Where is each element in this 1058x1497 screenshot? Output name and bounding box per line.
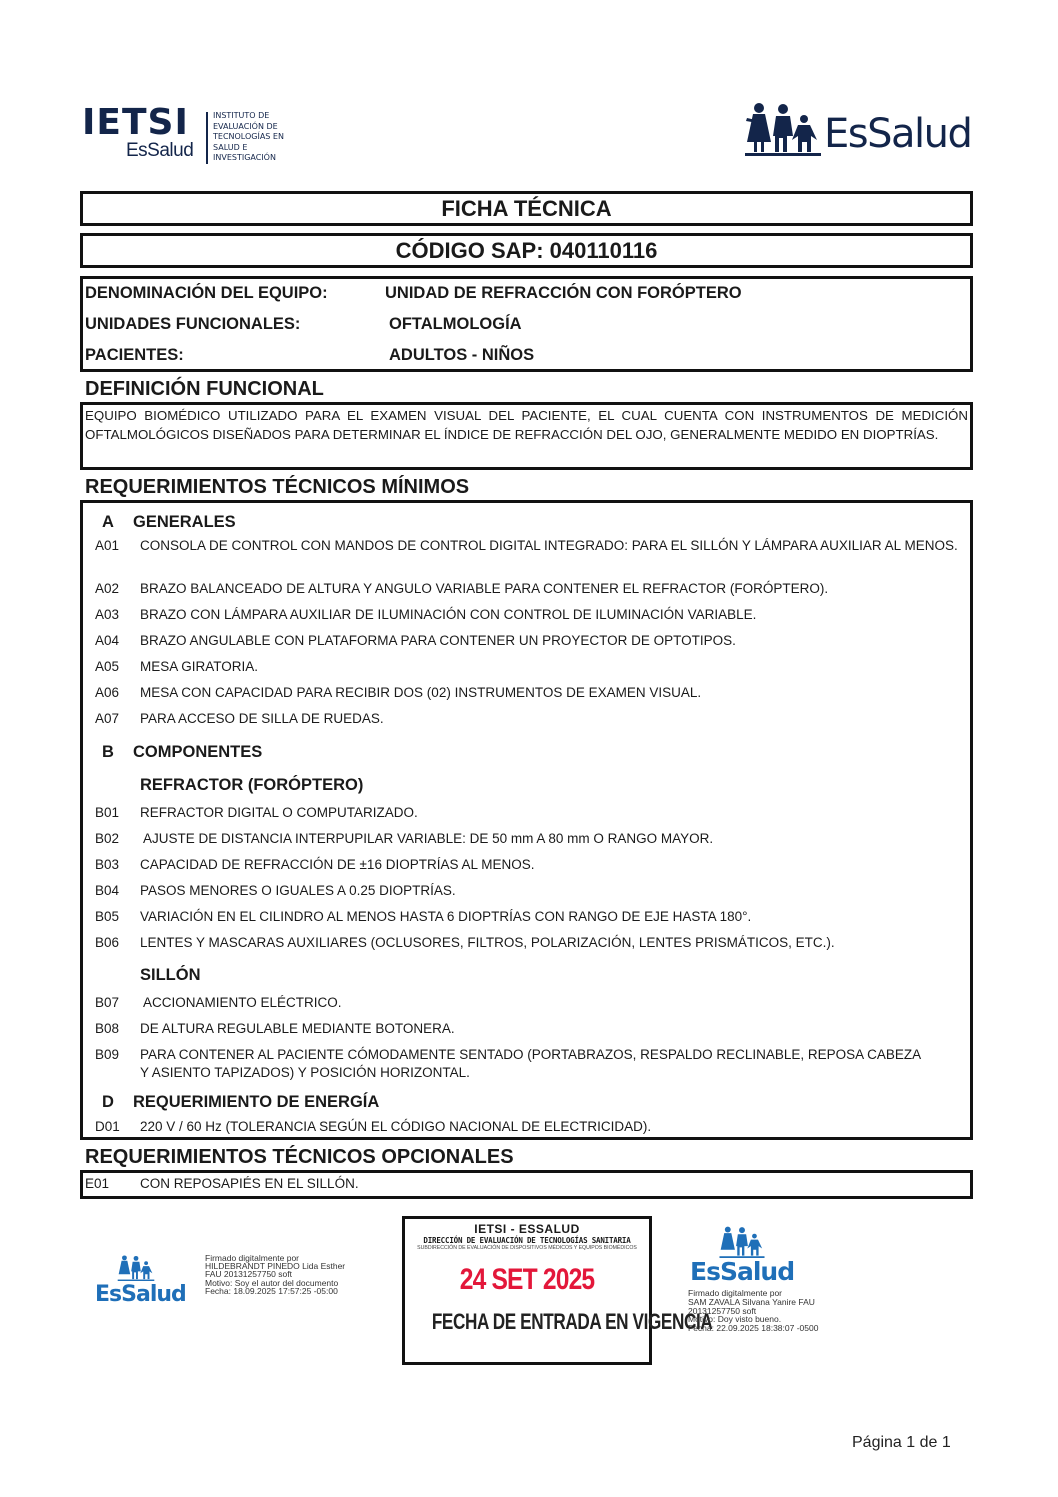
item-code: A07	[95, 711, 120, 726]
item-code: B02	[95, 831, 120, 846]
item-text: CON REPOSAPIÉS EN EL SILLÓN.	[140, 1176, 359, 1191]
item-text: BRAZO ANGULABLE CON PLATAFORMA PARA CONTENER UN PROYECTOR DE OPTOTIPOS.	[140, 633, 736, 648]
category-name: GENERALES	[133, 513, 236, 531]
item-text: LENTES Y MASCARAS AUXILIARES (OCLUSORES, FILTROS, POLARIZACIÓN, LENTES PRISMÁTICOS, ETC.).	[140, 935, 835, 950]
category-letter: D	[102, 1093, 114, 1111]
stamp-direction: DIRECCIÓN DE EVALUACIÓN DE TECNOLOGÍAS SANITARIA	[423, 1236, 631, 1245]
item-code: A01	[95, 538, 120, 553]
category-name: COMPONENTES	[133, 743, 263, 761]
signature-line: 20131257750 soft	[688, 1305, 757, 1316]
signature-right-text	[688, 1289, 818, 1333]
item-text: CAPACIDAD DE REFRACCIÓN DE ±16 DIOPTRÍAS AL MENOS.	[140, 857, 535, 872]
item-text: MESA CON CAPACIDAD PARA RECIBIR DOS (02) INSTRUMENTOS DE EXAMEN VISUAL.	[140, 685, 702, 700]
institute-line: INVESTIGACIÓN	[213, 153, 276, 163]
document-title: FICHA TÉCNICA	[80, 191, 973, 226]
ietsi-essalud-sub: EsSalud	[126, 140, 194, 161]
institute-line: TECNOLOGÍAS EN	[213, 132, 284, 142]
item-code: B07	[95, 995, 120, 1010]
item-code: A05	[95, 659, 120, 674]
item-text: ACCIONAMIENTO ELÉCTRICO.	[140, 995, 342, 1010]
functional-definition-text: EQUIPO BIOMÉDICO UTILIZADO PARA EL EXAMEN VISUAL DEL PACIENTE, EL CUAL CUENTA CON INSTRUMENTOS DE MEDICIÓN OFTALMOLÓGICOS DISEÑADOS PARA DETERMINAR EL ÍNDICE DE REFRACCIÓN DEL OJO, GENERALMENTE MEDIDO EN DIOPTRÍAS.	[80, 402, 973, 470]
signature-line: Fecha: 18.09.2025 17:57:25 -05:00	[205, 1285, 338, 1296]
item-text: REFRACTOR DIGITAL O COMPUTARIZADO.	[140, 805, 418, 820]
subcategory-refractor: REFRACTOR (FORÓPTERO)	[140, 776, 364, 794]
item-code: B05	[95, 909, 120, 924]
institute-line: SALUD E	[213, 142, 248, 152]
item-code: A06	[95, 685, 120, 700]
item-text: PARA ACCESO DE SILLA DE RUEDAS.	[140, 711, 384, 726]
item-code: A03	[95, 607, 120, 622]
essalud-wordmark: EsSalud	[690, 1257, 795, 1286]
item-text: VARIACIÓN EN EL CILINDRO AL MENOS HASTA 6 DIOPTRÍAS CON RANGO DE EJE HASTA 180°.	[140, 909, 752, 924]
category-letter: A	[102, 513, 114, 531]
validity-stamp	[402, 1216, 713, 1365]
item-code: B09	[95, 1047, 120, 1062]
item-text: PASOS MENORES O IGUALES A 0.25 DIOPTRÍAS.	[140, 883, 456, 898]
item-code: B08	[95, 1021, 120, 1036]
family-icon	[716, 1226, 768, 1258]
institute-line: EVALUACIÓN DE	[213, 121, 278, 131]
item-code: D01	[95, 1119, 120, 1134]
essalud-logo	[745, 100, 975, 160]
info-value: UNIDAD DE REFRACCIÓN CON FORÓPTERO	[385, 284, 742, 302]
sap-code: CÓDIGO SAP: 040110116	[80, 233, 973, 268]
item-code: B06	[95, 935, 120, 950]
subcategory-sillon: SILLÓN	[140, 966, 201, 984]
functional-definition-heading: DEFINICIÓN FUNCIONAL	[85, 378, 324, 400]
signature-line: FAU 20131257750 soft	[205, 1269, 292, 1280]
info-value: OFTALMOLOGÍA	[389, 315, 522, 333]
logo-divider	[206, 112, 208, 164]
item-code: B03	[95, 857, 120, 872]
signature-line: SAM ZAVALA Silvana Yanire FAU	[688, 1296, 815, 1307]
item-code: B04	[95, 883, 120, 898]
ietsi-logo	[82, 104, 322, 168]
signature-line: Fecha: 22.09.2025 18:38:07 -0500	[688, 1323, 819, 1334]
item-code: E01	[85, 1176, 110, 1191]
ietsi-acronym: IETSI	[82, 102, 189, 143]
category-name: REQUERIMIENTO DE ENERGÍA	[133, 1093, 380, 1111]
family-icon	[114, 1255, 158, 1281]
info-label: UNIDADES FUNCIONALES:	[85, 315, 301, 333]
info-value: ADULTOS - NIÑOS	[389, 346, 535, 364]
item-text: AJUSTE DE DISTANCIA INTERPUPILAR VARIABLE: DE 50 mm A 80 mm O RANGO MAYOR.	[140, 831, 714, 846]
signature-line: Motivo: Doy visto bueno.	[688, 1314, 782, 1325]
item-code: A02	[95, 581, 120, 596]
item-code: B01	[95, 805, 120, 820]
item-text: DE ALTURA REGULABLE MEDIANTE BOTONERA.	[140, 1021, 455, 1036]
signature-line: Motivo: Soy el autor del documento	[205, 1277, 339, 1288]
info-label: PACIENTES:	[85, 346, 184, 364]
signature-left-logo	[95, 1255, 186, 1310]
optional-requirements-box	[80, 1170, 973, 1199]
stamp-caption: FECHA DE ENTRADA EN VIGENCIA	[431, 1309, 713, 1334]
signature-right-logo	[690, 1226, 794, 1290]
item-text: BRAZO BALANCEADO DE ALTURA Y ANGULO VARIABLE PARA CONTENER EL REFRACTOR (FORÓPTERO).	[140, 581, 829, 596]
item-code: A04	[95, 633, 120, 648]
minimum-requirements-heading: REQUERIMIENTOS TÉCNICOS MÍNIMOS	[85, 476, 470, 498]
stamp-org: IETSI - ESSALUD	[474, 1222, 580, 1236]
item-text: MESA GIRATORIA.	[140, 659, 259, 674]
equipment-info	[80, 276, 973, 372]
institute-line: INSTITUTO DE	[213, 111, 270, 120]
stamp-date: 24 SET 2025	[459, 1263, 595, 1296]
info-label: DENOMINACIÓN DEL EQUIPO:	[85, 284, 328, 302]
category-letter: B	[102, 743, 114, 761]
page-number: Página 1 de 1	[852, 1434, 951, 1451]
item-text: CONSOLA DE CONTROL CON MANDOS DE CONTROL DIGITAL INTEGRADO: PARA EL SILLÓN Y LÁMPARA AUXILIAR AL MENOS.	[140, 538, 958, 553]
item-text: PARA CONTENER AL PACIENTE CÓMODAMENTE SENTADO (PORTABRAZOS, RESPALDO RECLINABLE, REPOSA CABEZA Y ASIENTO TAPIZADOS) Y POSICIÓN HORIZONTAL.	[140, 1047, 921, 1080]
signature-line: Firmado digitalmente por	[205, 1253, 300, 1263]
item-text: 220 V / 60 Hz (TOLERANCIA SEGÚN EL CÓDIGO NACIONAL DE ELECTRICIDAD).	[140, 1119, 652, 1134]
minimum-requirements-box	[80, 500, 973, 1140]
essalud-wordmark: EsSalud	[824, 111, 972, 157]
signature-left-text	[205, 1254, 345, 1295]
signature-line: HILDEBRANDT PINEDO Lida Esther	[205, 1261, 346, 1272]
essalud-wordmark: EsSalud	[95, 1282, 186, 1307]
ietsi-institute-name	[213, 111, 284, 164]
family-icon	[745, 102, 821, 156]
signature-line: Firmado digitalmente por	[688, 1288, 783, 1298]
optional-requirements-heading: REQUERIMIENTOS TÉCNICOS OPCIONALES	[85, 1146, 514, 1168]
item-text: BRAZO CON LÁMPARA AUXILIAR DE ILUMINACIÓN CON CONTROL DE ILUMINACIÓN VARIABLE.	[140, 607, 757, 622]
stamp-subdirection: SUBDIRECCIÓN DE EVALUACIÓN DE DISPOSITIVOS MÉDICOS Y EQUIPOS BIOMÉDICOS	[417, 1245, 637, 1251]
